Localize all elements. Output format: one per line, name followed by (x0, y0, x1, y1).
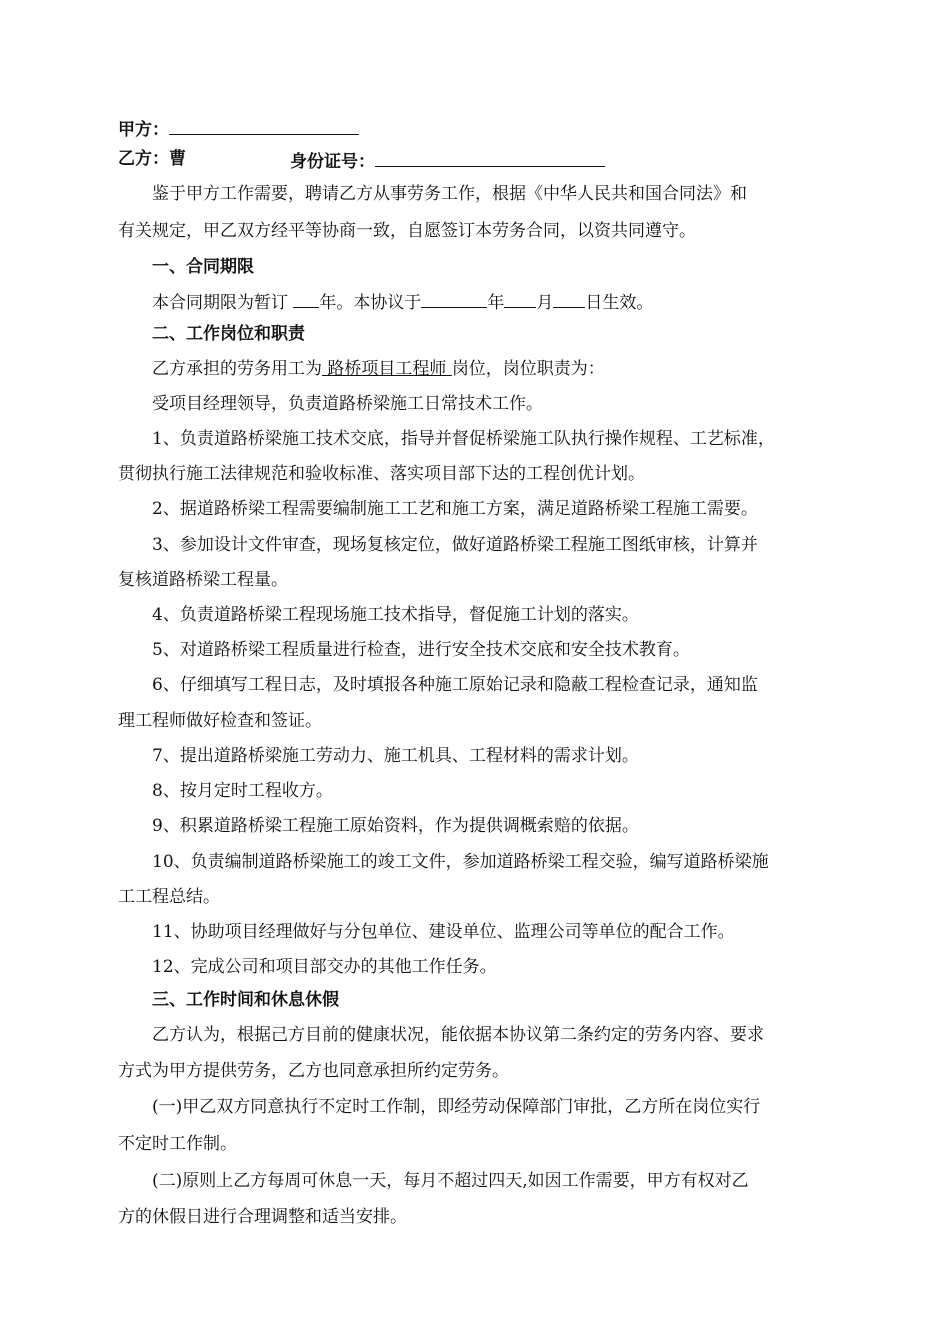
duty-line: 贯彻执行施工法律规范和验收标准、落实项目部下达的工程创优计划。 (118, 464, 645, 484)
party-b-label: 乙方：曹 (118, 149, 186, 169)
duty-line: 10、负责编制道路桥梁施工的竣工文件，参加道路桥梁工程交验，编写道路桥梁施 (152, 852, 769, 872)
party-a-line (118, 116, 359, 141)
section3-line: 方的休假日进行合理调整和适当安排。 (118, 1207, 407, 1227)
role-suffix: 岗位，岗位职责为： (451, 359, 605, 379)
effective-month-blank (504, 289, 536, 308)
role-line (152, 358, 605, 380)
id-label: 身份证号： (290, 152, 375, 172)
id-blank (375, 148, 605, 167)
section3-line: (一)甲乙双方同意执行不定时工作制，即经劳动保障部门审批，乙方所在岗位实行 (152, 1097, 761, 1117)
duty-line: 3、参加设计文件审查，现场复核定位，做好道路桥梁工程施工图纸审核，计算并 (152, 535, 758, 555)
effective-year-blank (421, 289, 487, 308)
duty-line: 1、负责道路桥梁施工技术交底，指导并督促桥梁施工队执行操作规程、工艺标准， (152, 429, 775, 449)
party-b-line (118, 148, 186, 170)
role-prefix: 乙方承担的劳务用工为 (152, 359, 322, 379)
section1-heading: 一、合同期限 (152, 257, 254, 277)
section3-heading: 三、工作时间和休息休假 (152, 990, 339, 1010)
term-text-b: 年。本协议于 (319, 293, 422, 313)
intro-line-2: 有关规定，甲乙双方经平等协商一致，自愿签订本劳务合同，以资共同遵守。 (118, 221, 696, 241)
id-line (290, 148, 605, 173)
term-text-c: 年 (487, 293, 505, 313)
intro-line-1: 鉴于甲方工作需要，聘请乙方从事劳务工作，根据《中华人民共和国合同法》和 (152, 184, 747, 204)
term-years-blank (293, 289, 319, 308)
section2-heading: 二、工作岗位和职责 (152, 324, 305, 344)
duty-line: 6、仔细填写工程日志，及时填报各种施工原始记录和隐蔽工程检查记录，通知监 (152, 675, 758, 695)
effective-day-blank (553, 289, 585, 308)
party-a-blank (169, 116, 359, 135)
duty-line: 复核道路桥梁工程量。 (118, 570, 288, 590)
section3-line: 乙方认为，根据己方目前的健康状况，能依据本协议第二条约定的劳务内容、要求 (152, 1025, 764, 1045)
duty-line: 7、提出道路桥梁施工劳动力、施工机具、工程材料的需求计划。 (152, 746, 639, 766)
section3-line: (二)原则上乙方每周可休息一天，每月不超过四天,如因工作需要，甲方有权对乙 (152, 1171, 749, 1191)
duties-lead: 受项目经理领导，负责道路桥梁施工日常技术工作。 (152, 394, 543, 414)
duty-line: 4、负责道路桥梁工程现场施工技术指导，督促施工计划的落实。 (152, 605, 639, 625)
term-line (152, 289, 653, 314)
duty-line: 工工程总结。 (118, 887, 220, 907)
duty-line: 理工程师做好检查和签证。 (118, 711, 322, 731)
duty-line: 9、积累道路桥梁工程施工原始资料，作为提供调概索赔的依据。 (152, 816, 639, 836)
duty-line: 11、协助项目经理做好与分包单位、建设单位、监理公司等单位的配合工作。 (152, 922, 735, 942)
duty-line: 5、对道路桥梁工程质量进行检查，进行安全技术交底和安全技术教育。 (152, 640, 690, 660)
term-text-a: 本合同期限为暂订 (152, 293, 294, 313)
duty-line: 12、完成公司和项目部交办的其他工作任务。 (152, 957, 497, 977)
term-text-e: 日生效。 (585, 293, 654, 313)
role-value: 路桥项目工程师 (322, 359, 452, 379)
term-text-d: 月 (536, 293, 554, 313)
duty-line: 8、按月定时工程收方。 (152, 781, 333, 801)
party-a-label: 甲方： (118, 120, 169, 140)
section3-line: 不定时工作制。 (118, 1134, 237, 1154)
section3-line: 方式为甲方提供劳务，乙方也同意承担所约定劳务。 (118, 1061, 509, 1081)
duty-line: 2、据道路桥梁工程需要编制施工工艺和施工方案，满足道路桥梁工程施工需要。 (152, 499, 758, 519)
